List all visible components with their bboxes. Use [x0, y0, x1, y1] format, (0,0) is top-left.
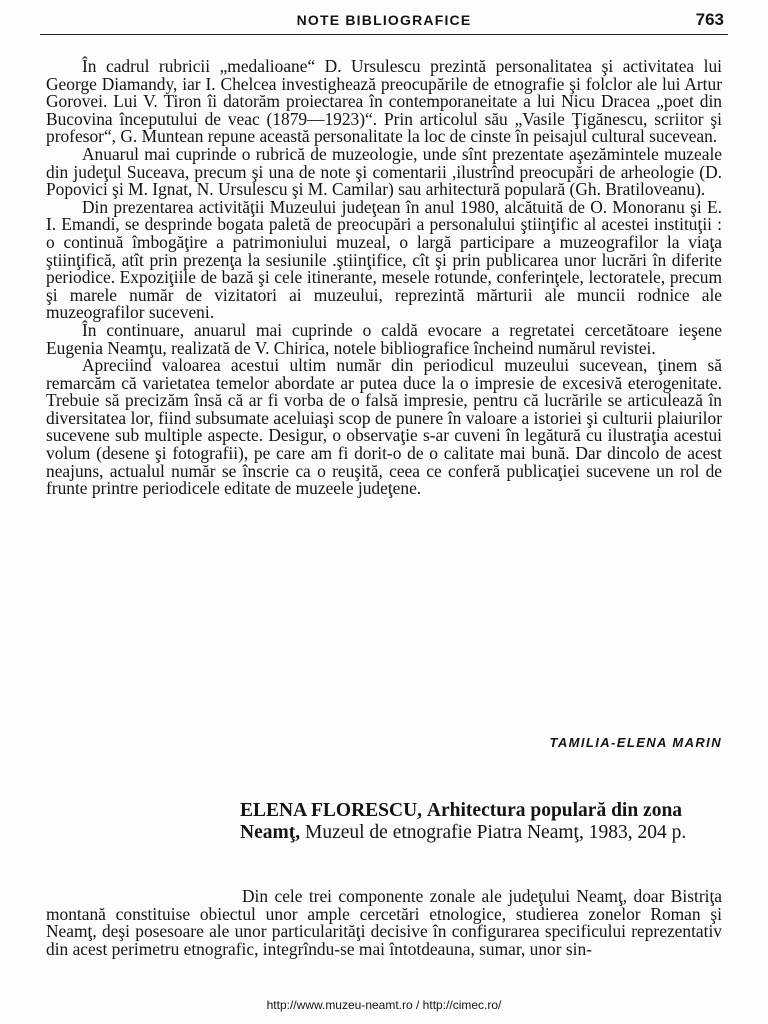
book-publication: Muzeul de etnografie Piatra Neamţ, 1983, 204 p.	[304, 822, 687, 843]
running-head: NOTE BIBLIOGRAFICE	[296, 12, 472, 28]
book-author: ELENA FLORESCU,	[240, 800, 423, 821]
paragraph: Anuarul mai cuprinde o rubrică de muzeologie, unde sînt prezentate aşezămintele muzeale din judeţul Suceava, precum şi una de note şi comentarii ,ilustrînd preocupări de arheologie (D. Popovici şi M. Ignat, N. Ursulescu şi M. Camilar) sau arhitectură populară (Gh. Bratiloveanu).	[46, 143, 722, 200]
review-text-1	[46, 58, 722, 498]
paragraph: Din cele trei componente zonale ale judeţului Neamţ, doar Bistriţa montană constituise obiectul unor ample cercetări etnologice, studierea zonelor Roman şi Neamţ, deşi posesoare ale unor particularităţi decisive în configurarea specificului reprezentativ din acest perimetru etnografic, integrîndu-se mai întotdeauna, sumar, unor sin-	[46, 886, 722, 959]
source-url-footer: http://www.muzeu-neamt.ro / http://cimec.ro/	[266, 998, 502, 1012]
book-citation	[240, 800, 724, 844]
review-text-2	[46, 888, 722, 958]
paragraph: Din prezentarea activităţii Muzeului judeţean în anul 1980, alcătuită de O. Monoranu şi E. I. Emandi, se desprinde bogata paletă de preocupări a personalului ştiinţific al acestei instituţii : o continuă îmbogăţire a patrimoniului muzeal, o largă participare a muzeografilor la viaţa ştiinţifică, atît prin prezenţa la sesiunile .ştiinţifice, cît şi prin publicarea unor lucrări în diferite periodice. Expoziţiile de bază şi cele itinerante, mesele rotunde, conferinţele, lectoratele, precum şi marele număr de vizitatori ai muzeului, reprezintă mărturii ale muncii rodnice ale muzeografilor suceveni.	[46, 196, 722, 323]
paragraph: În cadrul rubricii „medalioane“ D. Ursulescu prezintă personalitatea şi activitatea lui George Diamandy, iar I. Chelcea investighează preocupările de etnografie şi folclor ale lui Artur Gorovei. Lui V. Tiron îi datorăm proiectarea în contemporaneitate a lui Nicu Dracea „poet din Bucovina începutului de veac (1879—1923)“. Prin articolul său „Vasile Ţigănescu, scriitor şi profesor“, G. Muntean repune această personalitate la loc de cinste în peisajul cultural sucevean.	[46, 56, 722, 147]
paragraph: Apreciind valoarea acestui ultim număr din periodicul muzeului sucevean, ţinem să remarcăm că varietatea temelor abordate ar putea duce la o impresie de excesivă eterogenitate. Trebuie să precizăm însă că ar fi vorba de o falsă impresie, pentru că lucrările se articulează în diversitatea lor, fiind subsumate aceluiaşi scop de punere în valoare a istoriei şi culturii plaiurilor sucevene sub multiple aspecte. Desigur, o observaţie s-ar cuveni în legătură cu ilustraţia acestui volum (desene şi fotografii), pe care am fi dorit-o de o calitate mai bună. Dar dincolo de acest neajuns, actualul număr se înscrie ca o reuşită, ceea ce conferă publicaţiei sucevene un rol de frunte printre periodicele editate de muzeele judeţene.	[46, 355, 722, 499]
review-signature: TAMILIA-ELENA MARIN	[549, 735, 722, 750]
page-number: 763	[695, 10, 724, 29]
page-header	[40, 8, 728, 35]
book-title: Arhitectura populară din zona Neamţ,	[240, 800, 683, 843]
paragraph: În continuare, anuarul mai cuprinde o caldă evocare a regretatei cercetătoare ieşene Eugenia Neamţu, realizată de V. Chirica, notele bibliografice încheind numărul revistei.	[46, 319, 722, 358]
